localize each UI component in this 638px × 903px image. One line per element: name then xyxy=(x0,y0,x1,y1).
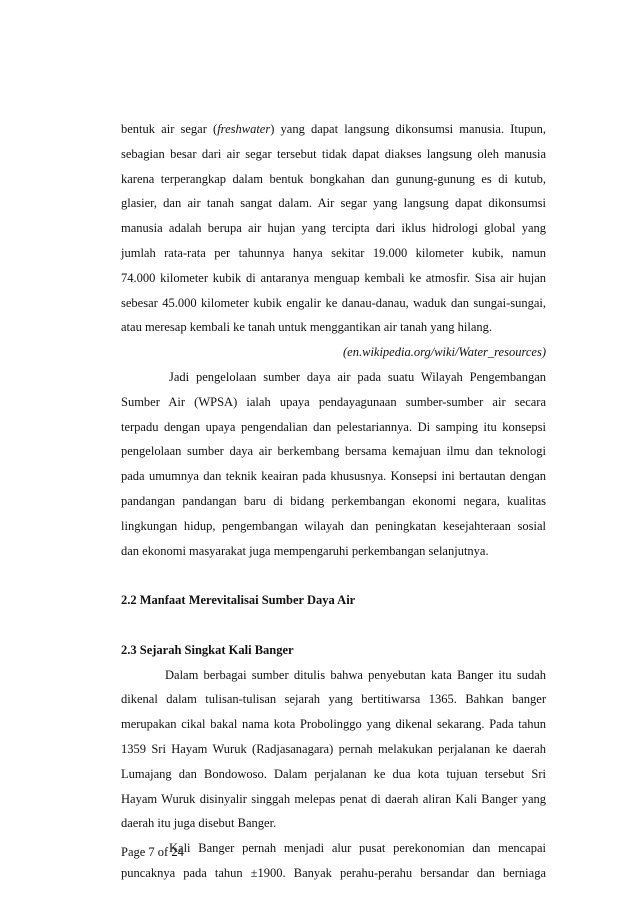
paragraph-line: Hayam Wuruk disinyalir singgah melepas penat di daerah aliran Kali Banger yang xyxy=(121,791,546,806)
spacer xyxy=(121,563,546,588)
paragraph-banger-economy xyxy=(121,836,546,886)
paragraph-line: sebesar 45.000 kilometer kubik engalir ke danau-danau, waduk dan sungai-sungai, xyxy=(121,295,546,310)
paragraph-line: daerah itu juga disebut Banger. xyxy=(121,816,277,831)
paragraph-line: pandangan pandangan baru di bidang perkembangan ekonomi negara, kualitas xyxy=(121,493,546,508)
paragraph-line: 1359 Sri Hayam Wuruk (Radjasanagara) pernah melakukan perjalanan ke daerah xyxy=(121,741,546,756)
paragraph-line: glasier, dan air tanah sangat dalam. Air segar yang langsung dapat dikonsumsi xyxy=(121,196,546,211)
paragraph-line xyxy=(121,365,546,390)
paragraph-line: pengelolaan sumber daya air berkembang bersama kemajuan ilmu dan teknologi xyxy=(121,444,546,459)
paragraph-line: dan ekonomi masyarakat juga mempengaruhi perkembangan selanjutnya. xyxy=(121,543,489,558)
spacer xyxy=(121,613,546,638)
paragraph-line: merupakan cikal bakal nama kota Probolinggo yang dikenal sekarang. Pada tahun xyxy=(121,717,546,732)
paragraph-line: 74.000 kilometer kubik di antaranya menguap kembali ke atmosfir. Sisa air hujan xyxy=(121,270,546,285)
paragraph-line: dikenal dalam tulisan-tulisan sejarah yang bertitiwarsa 1365. Bahkan banger xyxy=(121,692,546,707)
paragraph-line: manusia adalah berupa air hujan yang tercipta dari iklus hidrologi global yang xyxy=(121,221,546,236)
paragraph-line: sebagian besar dari air segar tersebut tidak dapat diakses langsung oleh manusia xyxy=(121,146,546,161)
paragraph-line xyxy=(121,663,546,688)
paragraph-line: atau meresap kembali ke tanah untuk menggantikan air tanah yang hilang. xyxy=(121,320,493,335)
paragraph-line: lingkungan hidup, pengembangan wilayah dan peningkatan kesejahteraan sosial xyxy=(121,518,546,533)
text-span: Dalam berbagai sumber ditulis bahwa penyebutan kata Banger itu sudah xyxy=(165,667,546,682)
paragraph-line: terpadu dengan upaya pengendalian dan pelestariannya. Di samping itu konsepsi xyxy=(121,419,546,434)
section-heading-2-2: 2.2 Manfaat Merevitalisai Sumber Daya Air xyxy=(121,593,356,608)
text-span: bentuk air segar ( xyxy=(121,122,218,136)
paragraph-line: jumlah rata-rata per tahunnya hanya sekitar 19.000 kilometer kubik, namun xyxy=(121,245,546,260)
page-number: Page 7 of 24 xyxy=(121,845,184,859)
page-body xyxy=(121,117,546,886)
paragraph-wpsa xyxy=(121,365,546,563)
text-span: Kali Banger pernah menjadi alur pusat perekonomian dan mencapai xyxy=(169,841,546,856)
text-span: ) yang dapat langsung dikonsumsi manusia. Itupun, xyxy=(270,122,546,136)
paragraph-line: puncaknya pada tahun ±1900. Banyak perahu-perahu bersandar dan berniaga xyxy=(121,865,546,880)
paragraph-line: pada umumnya dan teknik keairan pada khususnya. Konsepsi ini bertautan dengan xyxy=(121,469,546,484)
paragraph-line xyxy=(121,117,546,142)
paragraph-line: Lumajang dan Bondowoso. Dalam perjalanan ke dua kota tujuan tersebut Sri xyxy=(121,766,546,781)
italic-term: freshwater xyxy=(217,122,271,136)
paragraph-line: Sumber Air (WPSA) ialah upaya pendayagunaan sumber-sumber air secara xyxy=(121,394,546,409)
paragraph-line xyxy=(121,836,546,861)
section-heading-2-3: 2.3 Sejarah Singkat Kali Banger xyxy=(121,642,294,657)
paragraph-line: karena terperangkap dalam bentuk bongkahan dan gunung-gunung es di kutub, xyxy=(121,171,546,186)
paragraph-freshwater xyxy=(121,117,546,365)
citation-text: (en.wikipedia.org/wiki/Water_resources) xyxy=(343,345,546,360)
text-span: Jadi pengelolaan sumber daya air pada suatu Wilayah Pengembangan xyxy=(169,369,546,384)
paragraph-banger-history xyxy=(121,663,546,837)
citation xyxy=(121,340,546,365)
